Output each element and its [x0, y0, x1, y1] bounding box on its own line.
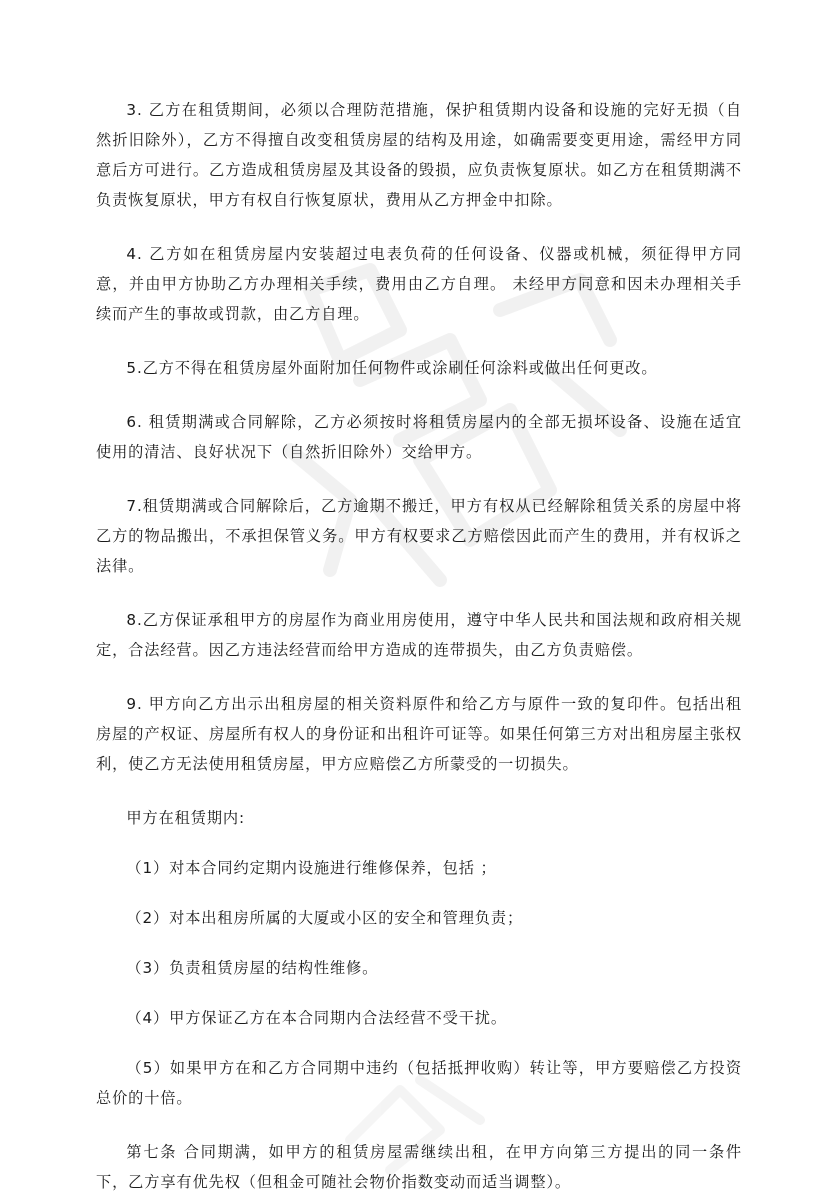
clause-6: 6. 租赁期满或合同解除，乙方必须按时将租赁房屋内的全部无损坏设备、设施在适宜使用的清洁、良好状况下（自然折旧除外）交给甲方。 [96, 413, 742, 461]
clause-8: 8.乙方保证承租甲方的房屋作为商业用房使用，遵守中华人民共和国法规和政府相关规定，合法经营。因乙方违法经营而给甲方造成的连带损失，由乙方负责赔偿。 [96, 611, 742, 659]
landlord-duty-5: （5）如果甲方在和乙方合同期中违约（包括抵押收购）转让等，甲方要赔偿乙方投资总价的十倍。 [96, 1059, 742, 1107]
article-7: 第七条 合同期满，如甲方的租赁房屋需继续出租，在甲方向第三方提出的同一条件下，乙方享有优先权（但租金可随社会物价指数变动而适当调整）。 [96, 1143, 742, 1191]
clause-7: 7.租赁期满或合同解除后，乙方逾期不搬迁，甲方有权从已经解除租赁关系的房屋中将乙方的物品搬出，不承担保管义务。甲方有权要求乙方赔偿因此而产生的费用，并有权诉之法律。 [96, 497, 742, 575]
landlord-duty-3: （3）负责租赁房屋的结构性维修。 [126, 959, 379, 977]
landlord-duty-4: （4）甲方保证乙方在本合同期内合法经营不受干扰。 [126, 1009, 507, 1027]
landlord-duties-heading: 甲方在租赁期内: [126, 809, 246, 827]
clause-3: 3. 乙方在租赁期间，必须以合理防范措施，保护租赁期内设备和设施的完好无损（自然折旧除外），乙方不得擅自改变租赁房屋的结构及用途，如确需要变更用途，需经甲方同意后方可进行。乙方造成租赁房屋及其设备的毁损，应负责恢复原状。如乙方在租赁期满不负责恢复原状，甲方有权自行恢复原状，费用从乙方押金中扣除。 [96, 101, 742, 209]
document-body [96, 95, 742, 1197]
clause-4: 4. 乙方如在租赁房屋内安装超过电表负荷的任何设备、仪器或机械，须征得甲方同意，并由甲方协助乙方办理相关手续，费用由乙方自理。 未经甲方同意和因未办理相关手续而产生的事故或罚款，由乙方自理。 [96, 245, 742, 323]
landlord-duty-2: （2）对本出租房所属的大厦或小区的安全和管理负责； [126, 909, 524, 927]
clause-5: 5.乙方不得在租赁房屋外面附加任何物件或涂刷任何涂料或做出任何更改。 [126, 359, 658, 377]
landlord-duty-1: （1）对本合同约定期内设施进行维修保养，包括 ； [126, 859, 497, 877]
clause-9: 9. 甲方向乙方出示出租房屋的相关资料原件和给乙方与原件一致的复印件。包括出租房屋的产权证、房屋所有权人的身份证和出租许可证等。如果任何第三方对出租房屋主张权利，使乙方无法使用租赁房屋，甲方应赔偿乙方所蒙受的一切损失。 [96, 695, 742, 773]
